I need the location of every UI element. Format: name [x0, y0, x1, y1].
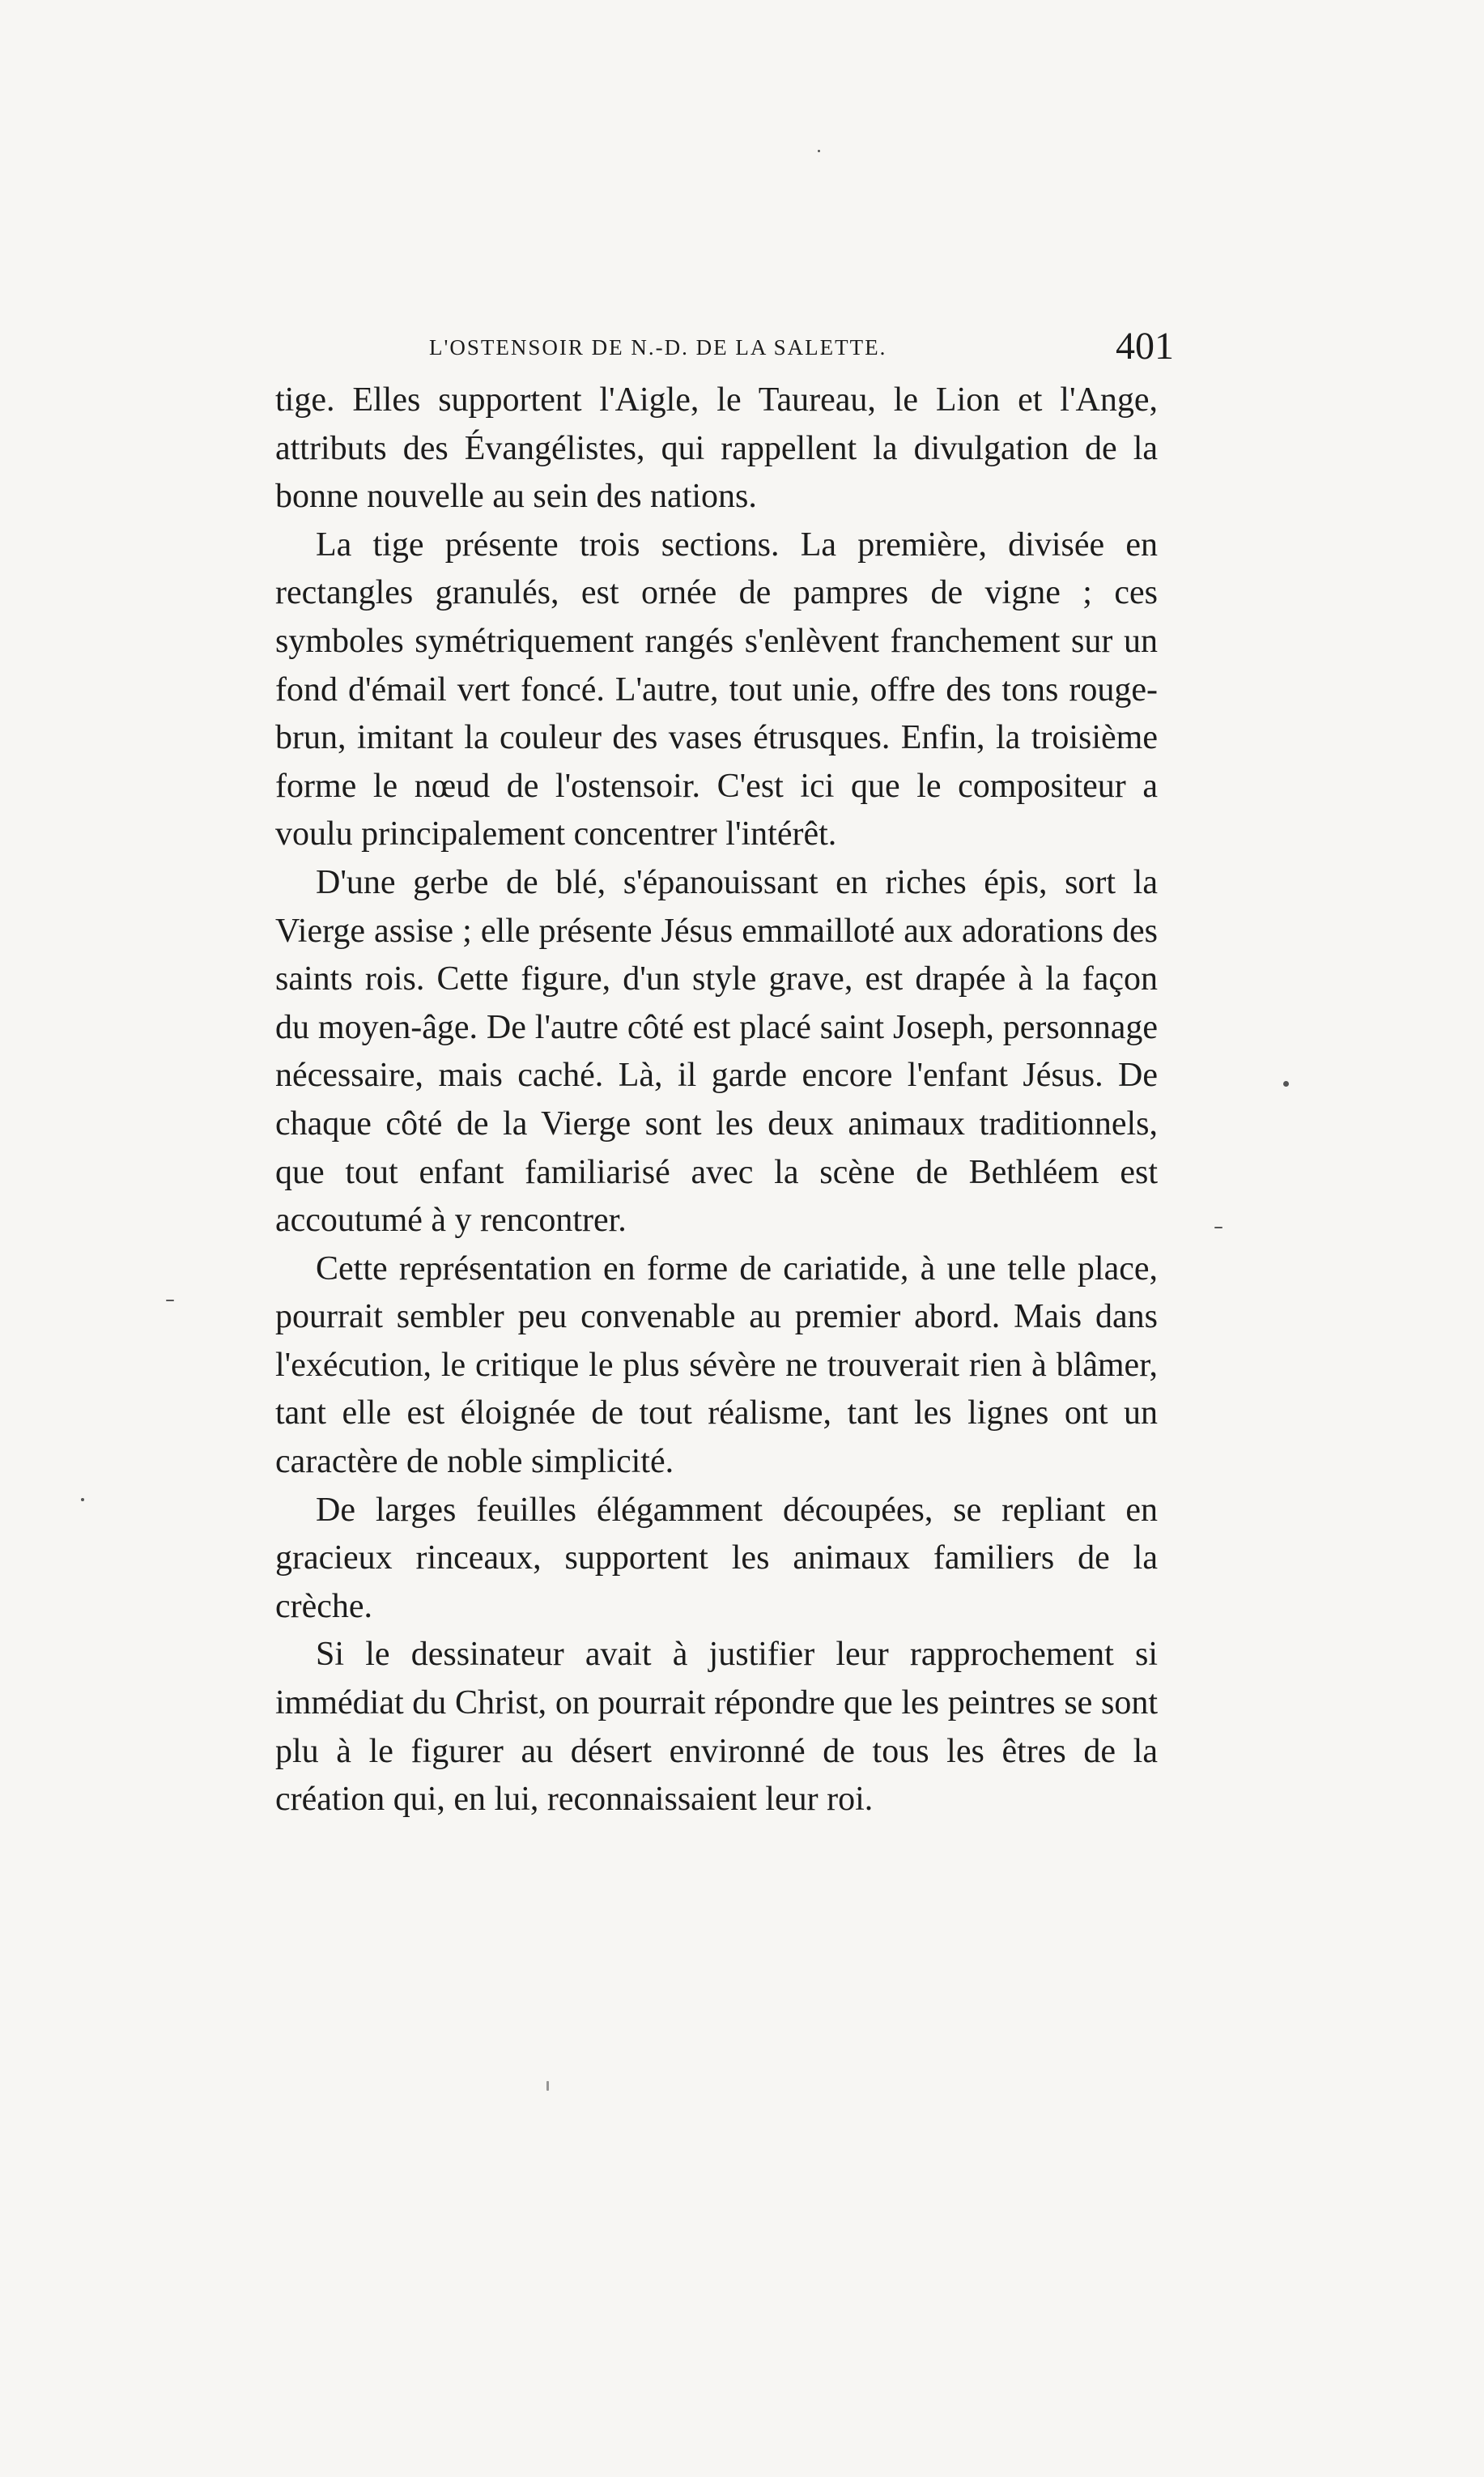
page-header — [275, 324, 1174, 372]
paragraph-2: La tige présente trois sections. La première, divisée en rectangles granulés, est ornée de pampres de vigne ; ces symboles symétriquement rangés s'enlèvent franchement sur un fond d'émail vert foncé. L'autre, tout unie, offre des tons rouge-brun, imitant la couleur des vases étrusques. Enfin, la troisième forme le nœud de l'ostensoir. C'est ici que le compositeur a voulu principalement concentrer l'intérêt. — [275, 526, 1158, 853]
paragraph-6: Si le dessinateur avait à justifier leur rapprochement si immédiat du Christ, on pourrait répondre que les peintres se sont plu à le figurer au désert environné de tous les êtres de la création qui, en lui, reconnaissaient leur roi. — [275, 1636, 1158, 1819]
ink-speck — [81, 1498, 84, 1501]
ink-speck — [1283, 1081, 1289, 1087]
ink-speck — [546, 2081, 549, 2091]
paragraph-1: tige. Elles supportent l'Aigle, le Taureau, le Lion et l'Ange, attributs des Évangélistes, qui rappellent la divulgation de la bonne nouvelle au sein des nations. — [275, 381, 1158, 516]
page-number: 401 — [1116, 325, 1174, 368]
paragraph-4: Cette représentation en forme de cariatide, à une telle place, pourrait sembler peu convenable au premier abord. Mais dans l'exécution, le critique le plus sévère ne trouverait rien à blâmer, tant elle est éloignée de tout réalisme, tant les lignes ont un caractère de noble simplicité. — [275, 1249, 1158, 1481]
ink-speck — [1214, 1227, 1222, 1228]
ink-speck — [166, 1300, 174, 1301]
running-title: L'OSTENSOIR DE N.-D. DE LA SALETTE. — [429, 335, 887, 360]
paragraph-3: D'une gerbe de blé, s'épanouissant en riches épis, sort la Vierge assise ; elle présente Jésus emmailloté aux adorations des saints rois. Cette figure, d'un style grave, est drapée à la façon du moyen-âge. De l'autre côté est placé saint Joseph, personnage nécessaire, mais caché. Là, il garde encore l'enfant Jésus. De chaque côté de la Vierge sont les deux animaux traditionnels, que tout enfant familiarisé avec la scène de Bethléem est accoutumé à y rencontrer. — [275, 863, 1158, 1240]
body-text — [275, 377, 1158, 1824]
ink-speck — [818, 150, 820, 152]
paragraph-5: De larges feuilles élégamment découpées, se repliant en gracieux rinceaux, supportent les animaux familiers de la crèche. — [275, 1491, 1158, 1625]
